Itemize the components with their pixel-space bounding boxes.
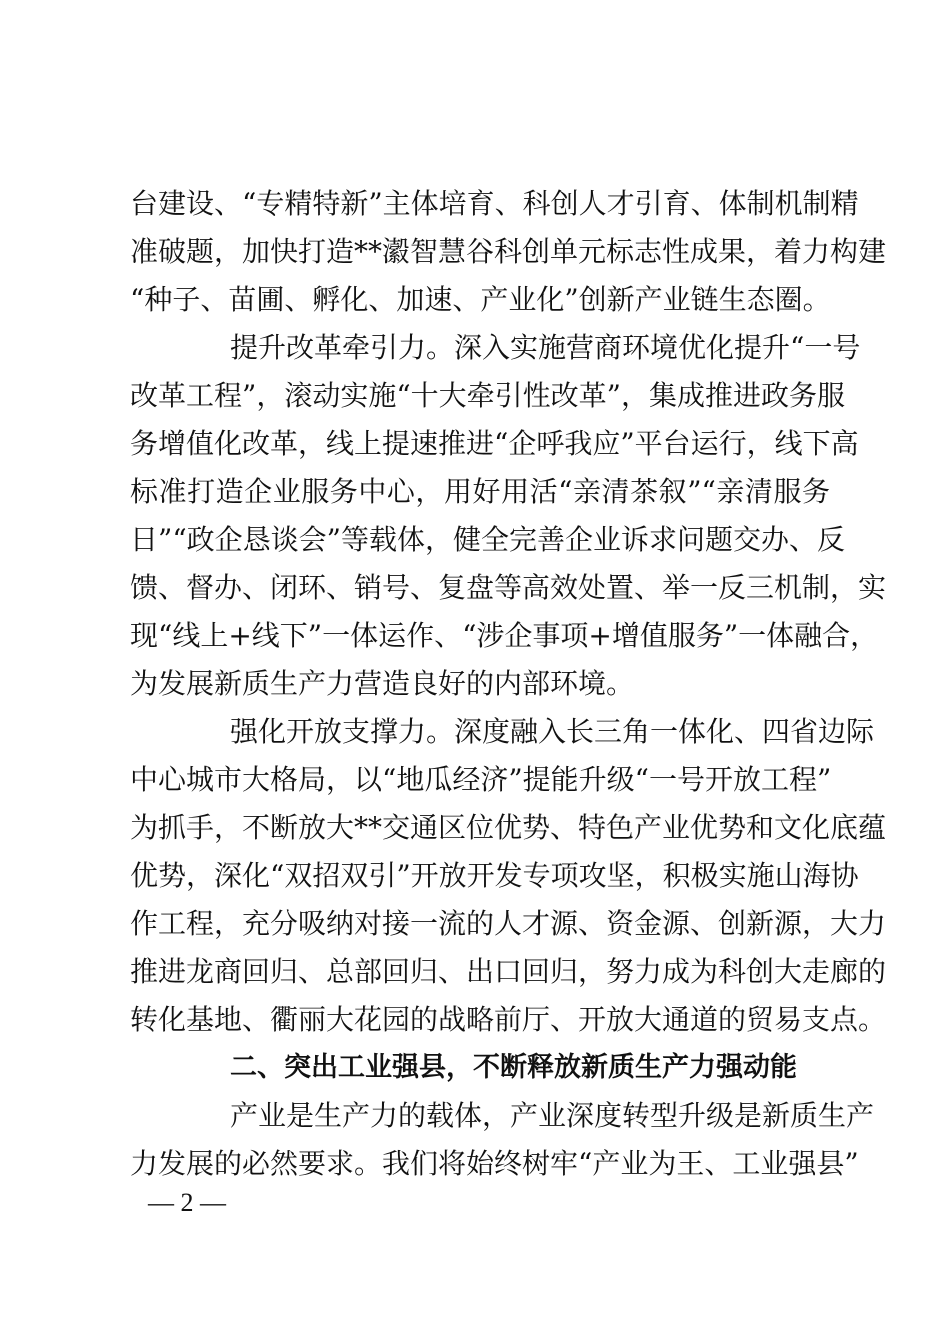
- text-line: 准破题，加快打造**瀫智慧谷科创单元标志性成果，着力构建: [130, 235, 887, 268]
- section-heading: 二、突出工业强县，不断释放新质生产力强动能: [230, 1052, 797, 1083]
- text-line: 日”“政企恳谈会”等载体，健全完善企业诉求问题交办、反: [130, 523, 845, 556]
- text-line: 标准打造企业服务中心，用好用活“亲清茶叙”“亲清服务: [130, 475, 830, 508]
- text-line: 作工程，充分吸纳对接一流的人才源、资金源、创新源，大力: [130, 907, 887, 940]
- text-line: 力发展的必然要求。我们将始终树牢“产业为王、工业强县”: [130, 1147, 859, 1180]
- text-line: 中心城市大格局，以“地瓜经济”提能升级“一号开放工程”: [130, 763, 832, 796]
- text-line: 台建设、“专精特新”主体培育、科创人才引育、体制机制精: [130, 187, 859, 220]
- text-line: 优势，深化“双招双引”开放开发专项攻坚，积极实施山海协: [130, 859, 859, 892]
- document-body: [130, 180, 887, 1188]
- paragraph-1: [130, 180, 887, 324]
- text-line: 为发展新质生产力营造良好的内部环境。: [130, 667, 635, 700]
- paragraph-3: [130, 708, 887, 1044]
- paragraph-4: [130, 1092, 875, 1188]
- text-line: 提升改革牵引力。深入实施营商环境优化提升“一号: [230, 331, 861, 364]
- text-line: “种子、苗圃、孵化、加速、产业化”创新产业链生态圈。: [130, 283, 831, 316]
- text-line: 为抓手，不断放大**交通区位优势、特色产业优势和文化底蕴: [130, 811, 887, 844]
- paragraph-2: [130, 324, 887, 708]
- text-line: 务增值化改革，线上提速推进“企呼我应”平台运行，线下高: [130, 427, 859, 460]
- page-number: — 2 —: [148, 1188, 226, 1217]
- text-line: 馈、督办、闭环、销号、复盘等高效处置、举一反三机制，实: [130, 571, 887, 604]
- text-line: 产业是生产力的载体，产业深度转型升级是新质生产: [230, 1099, 875, 1132]
- text-line: 现“线上+线下”一体运作、“涉企事项+增值服务”一体融合，: [130, 619, 879, 652]
- text-line: 推进龙商回归、总部回归、出口回归，努力成为科创大走廊的: [130, 955, 887, 988]
- text-line: 改革工程”，滚动实施“十大牵引性改革”，集成推进政务服: [130, 379, 845, 412]
- text-line: 转化基地、衢丽大花园的战略前厅、开放大通道的贸易支点。: [130, 1003, 887, 1036]
- text-line: 强化开放支撑力。深度融入长三角一体化、四省边际: [230, 715, 875, 748]
